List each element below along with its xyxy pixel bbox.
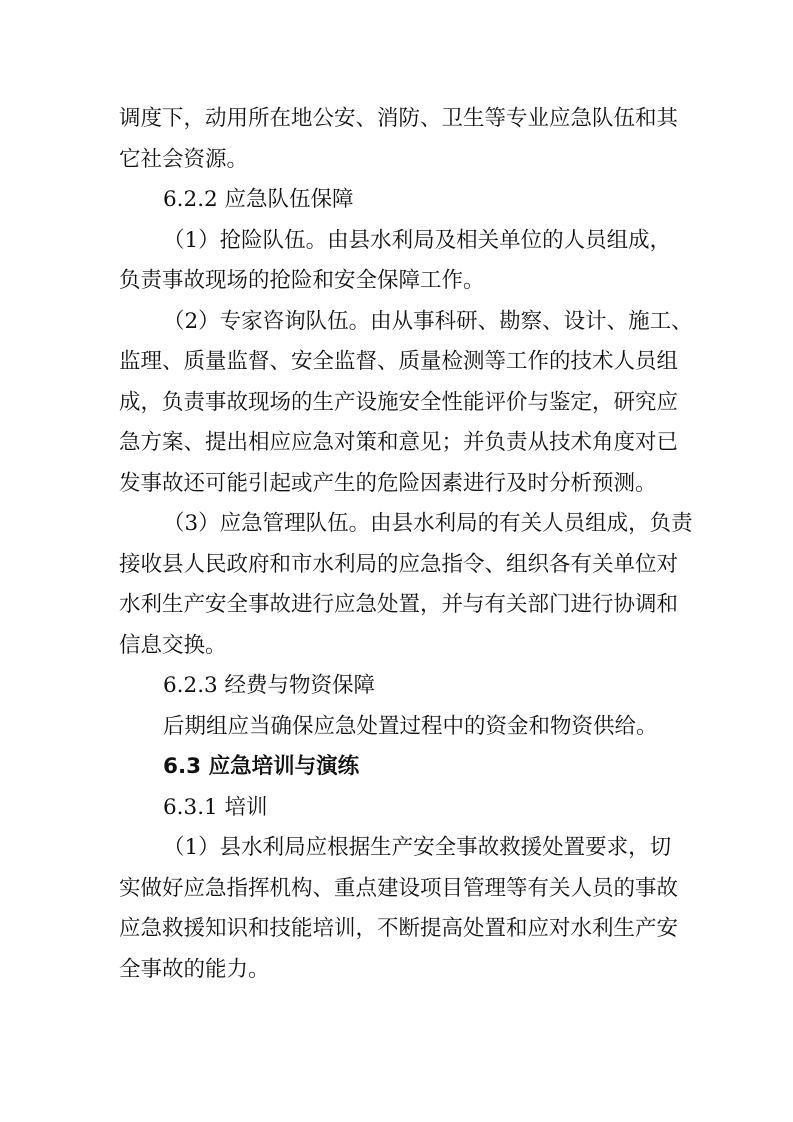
body-line: （1）抢险队伍。由县水利局及相关单位的人员组成， xyxy=(163,228,672,253)
body-line: 负责事故现场的抢险和安全保障工作。 xyxy=(119,268,485,293)
section-heading: 6.3 应急培训与演练 xyxy=(163,754,360,779)
subsection-heading: 6.2.2 应急队伍保障 xyxy=(163,187,354,212)
body-line: 成，负责事故现场的生产设施安全性能评价与鉴定，研究应 xyxy=(119,390,679,415)
body-line: 调度下，动用所在地公安、消防、卫生等专业应急队伍和其 xyxy=(119,106,679,131)
body-line: 信息交换。 xyxy=(119,633,227,658)
body-line: （1）县水利局应根据生产安全事故救援处置要求，切 xyxy=(163,835,672,860)
body-line: 水利生产安全事故进行应急处置，并与有关部门进行协调和 xyxy=(119,592,679,617)
body-line: 发事故还可能引起或产生的危险因素进行及时分析预测。 xyxy=(119,471,657,496)
body-line: 急方案、提出相应应急对策和意见；并负责从技术角度对已 xyxy=(119,430,679,455)
body-line: 后期组应当确保应急处置过程中的资金和物资供给。 xyxy=(163,714,658,739)
body-line: 接收县人民政府和市水利局的应急指令、组织各有关单位对 xyxy=(119,552,679,577)
body-line: 实做好应急指挥机构、重点建设项目管理等有关人员的事故 xyxy=(119,876,679,901)
body-line: （3）应急管理队伍。由县水利局的有关人员组成，负责 xyxy=(163,511,693,536)
body-line: 它社会资源。 xyxy=(119,147,249,172)
subsection-heading: 6.3.1 培训 xyxy=(163,795,268,820)
body-line: 应急救援知识和技能培训，不断提高处置和应对水利生产安 xyxy=(119,916,679,941)
body-line: （2）专家咨询队伍。由从事科研、勘察、设计、施工、 xyxy=(163,309,693,334)
subsection-heading: 6.2.3 经费与物资保障 xyxy=(163,673,376,698)
body-line: 监理、质量监督、安全监督、质量检测等工作的技术人员组 xyxy=(119,349,679,374)
body-line: 全事故的能力。 xyxy=(119,957,270,982)
